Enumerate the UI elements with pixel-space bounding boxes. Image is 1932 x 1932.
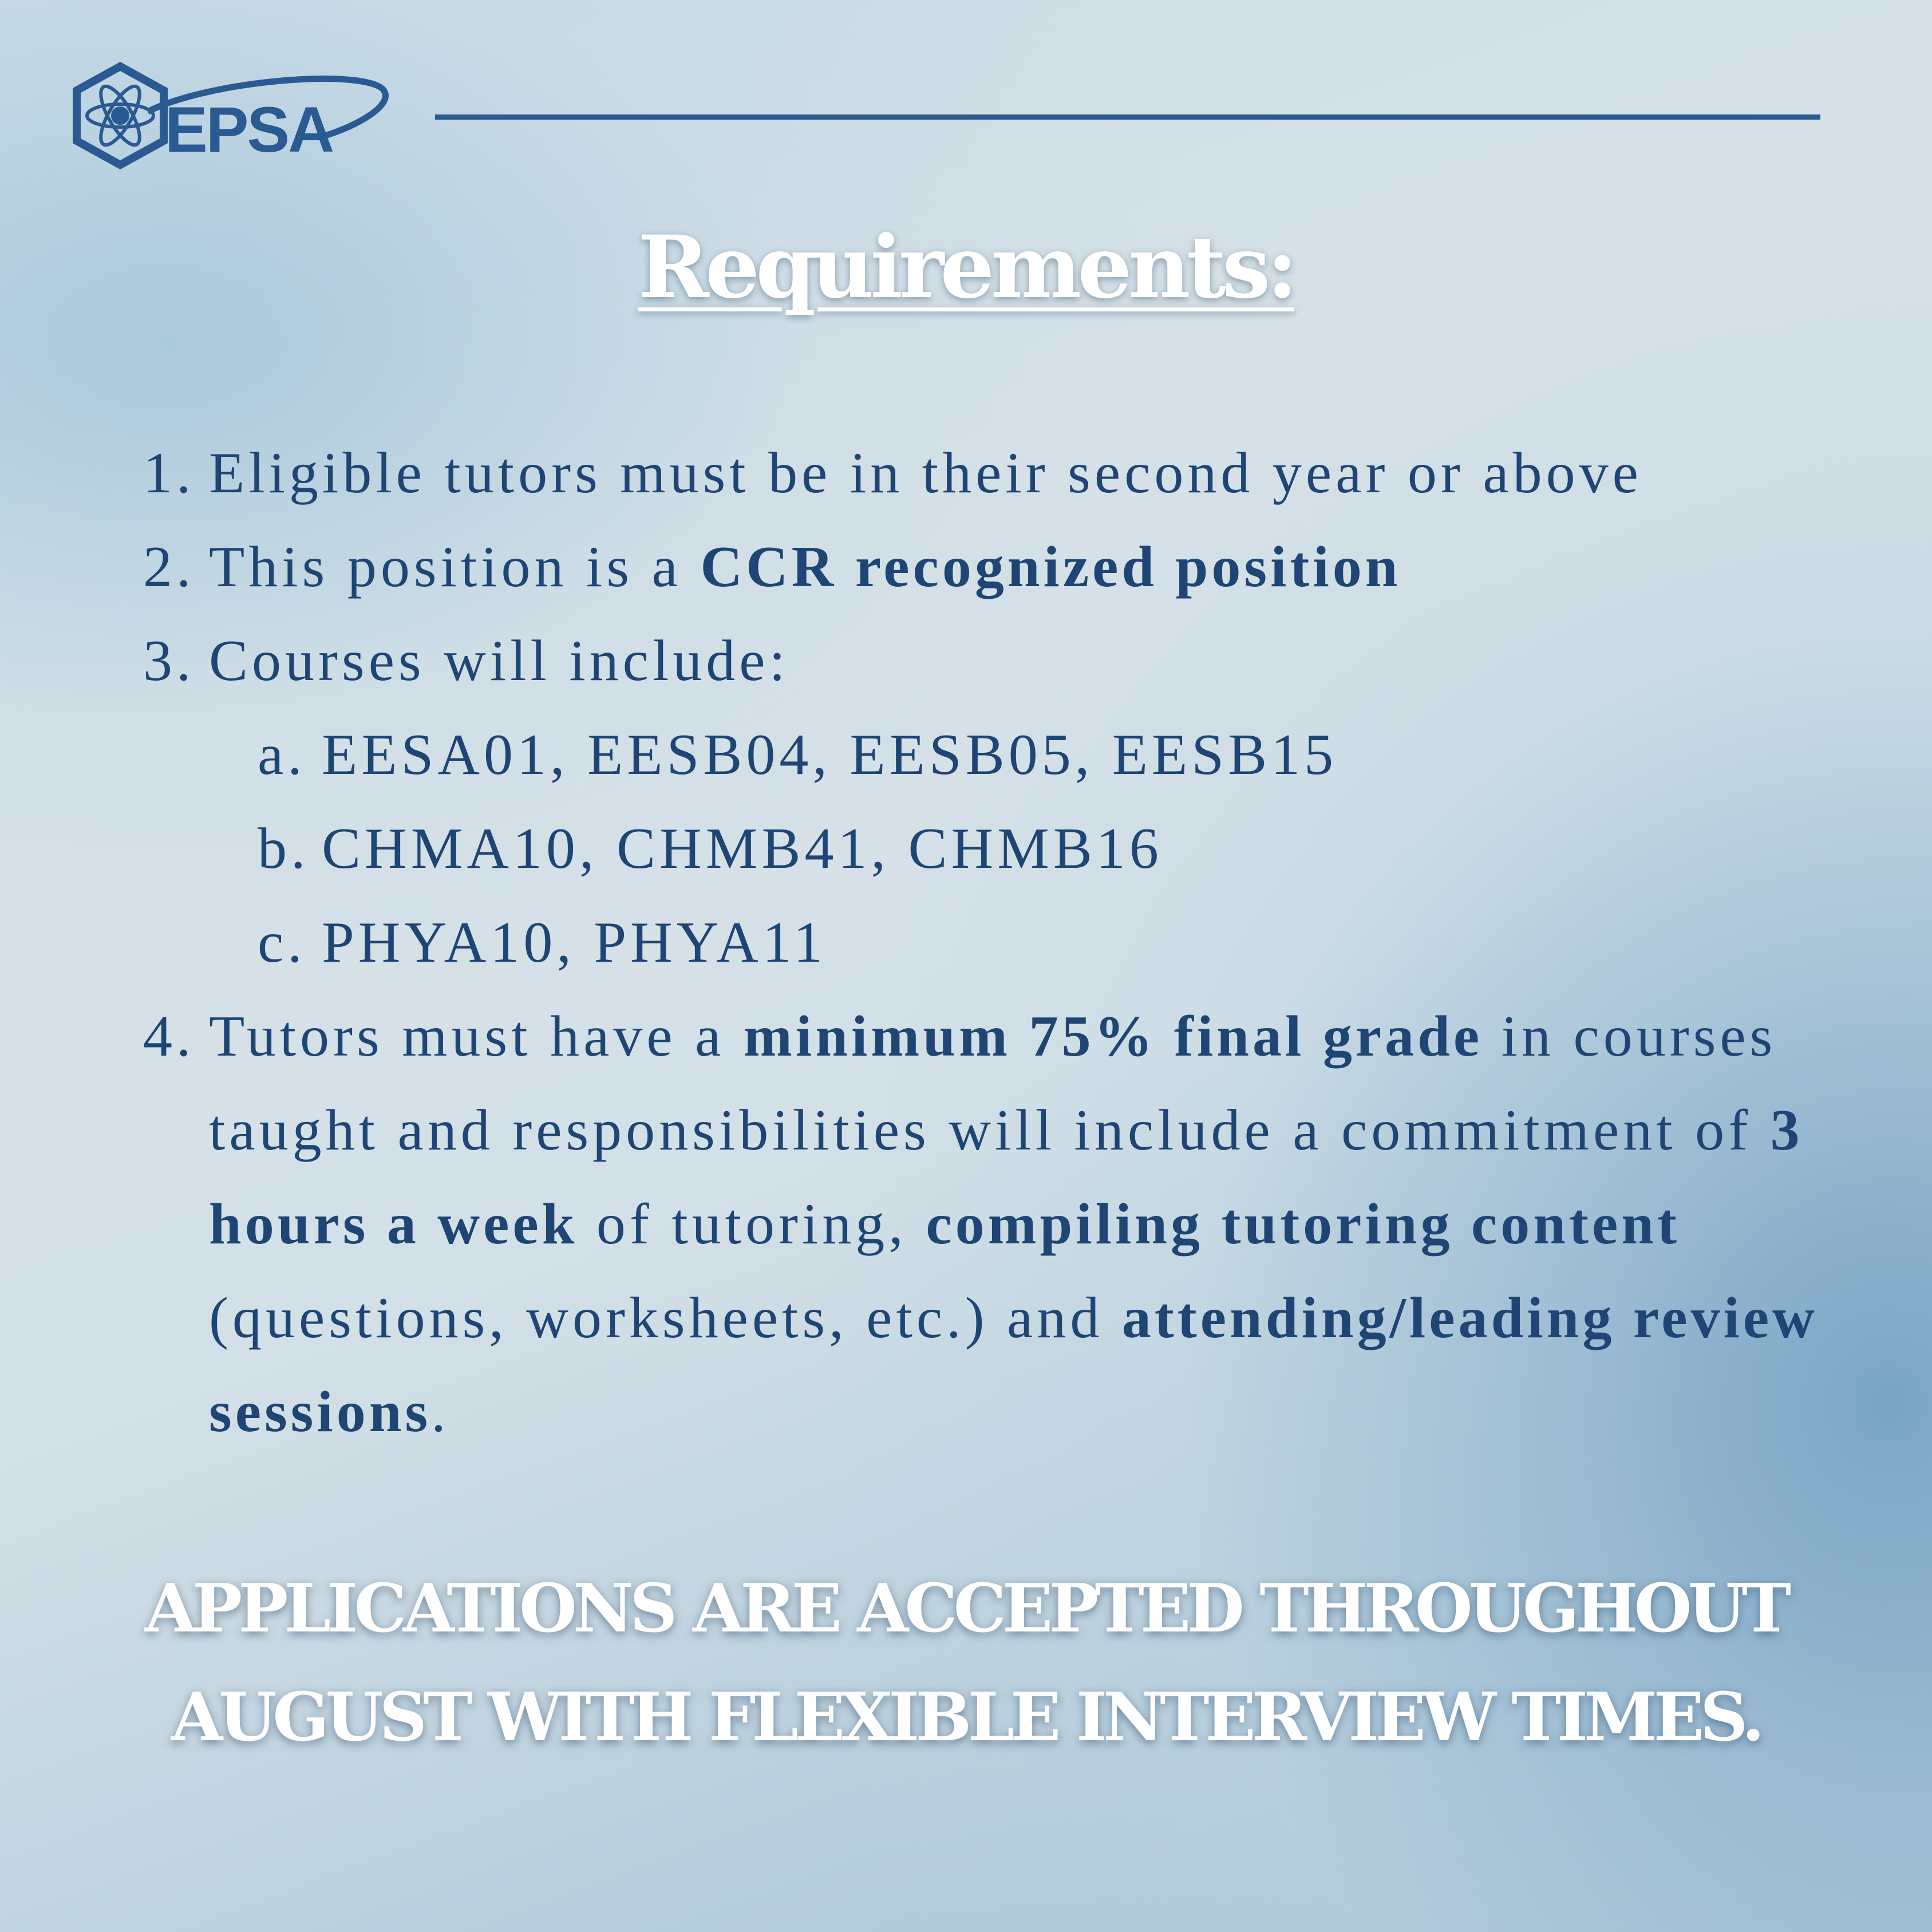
course-codes: PHYA10, PHYA11	[322, 910, 827, 975]
item-text: in courses taught and responsibilities will include a commitment of	[209, 1004, 1777, 1163]
notice-line-2: AUGUST WITH FLEXIBLE INTERVIEW TIMES.	[171, 1678, 1761, 1756]
item-emphasis: attending/leading review sessions	[209, 1286, 1818, 1444]
item-emphasis: minimum 75% final grade	[743, 1004, 1483, 1069]
list-number: 3.	[143, 629, 195, 693]
applications-notice	[0, 1554, 1932, 1772]
sub-list-letter: c.	[258, 910, 306, 975]
sub-list-item	[143, 896, 1860, 990]
item-text: Tutors must have a	[209, 1004, 744, 1069]
sub-list-item	[143, 802, 1860, 896]
list-item	[143, 614, 1860, 708]
list-number: 4.	[143, 1004, 195, 1069]
page-title: Requirements:	[638, 217, 1294, 318]
item-emphasis: 3 hours a week	[209, 1098, 1803, 1257]
course-codes: EESA01, EESB04, EESB05, EESB15	[322, 722, 1338, 787]
item-text: (questions, worksheets, etc.) and	[209, 1286, 1122, 1350]
list-item	[143, 990, 1860, 1459]
item-emphasis: compiling tutoring content	[926, 1192, 1680, 1257]
item-text: .	[431, 1380, 450, 1444]
sub-list-letter: a.	[258, 722, 306, 787]
list-number: 1.	[143, 441, 195, 505]
item-text: Eligible tutors must be in their second year or above	[209, 441, 1642, 505]
sub-list-item	[143, 708, 1860, 802]
sub-list-letter: b.	[258, 816, 310, 881]
item-text: This position is a	[209, 535, 701, 599]
item-text: Courses will include:	[209, 629, 789, 693]
atom-hexagon-icon	[87, 81, 153, 150]
header-divider	[435, 114, 1820, 120]
notice-line-1: APPLICATIONS ARE ACCEPTED THROUGHOUT	[144, 1570, 1787, 1647]
logo-wordmark: EPSA	[165, 94, 333, 165]
item-text: of tutoring,	[578, 1192, 926, 1257]
course-codes: CHMA10, CHMB41, CHMB16	[322, 816, 1163, 881]
list-item	[143, 520, 1860, 614]
list-number: 2.	[143, 535, 195, 599]
item-emphasis: CCR recognized position	[700, 535, 1401, 599]
list-item	[143, 426, 1860, 520]
requirements-list	[143, 426, 1860, 1459]
epsa-logo	[62, 57, 394, 189]
